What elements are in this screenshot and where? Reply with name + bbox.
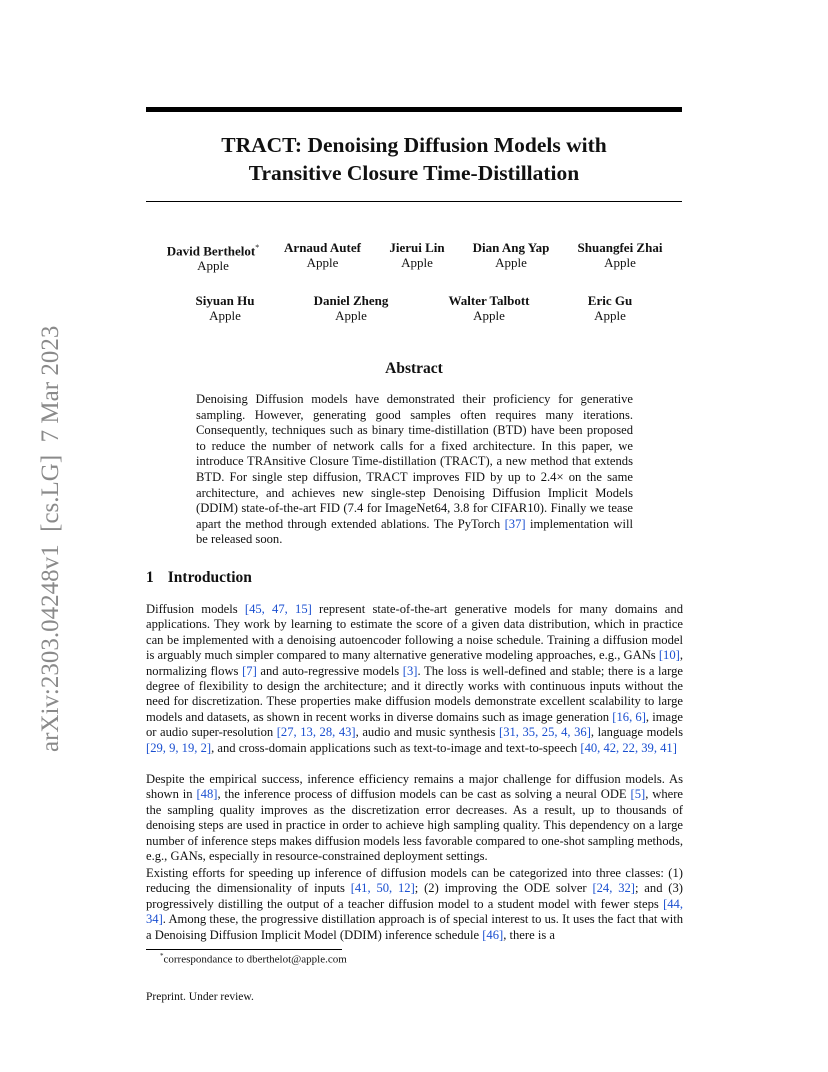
footnote: *correspondance to dberthelot@apple.com — [160, 952, 347, 966]
arxiv-side-label: arXiv:2303.04248v1 [cs.LG] 7 Mar 2023 — [37, 325, 64, 752]
author-affiliation: Apple — [209, 308, 241, 323]
author-block — [275, 240, 370, 270]
author-block — [185, 293, 265, 323]
abstract-text: Denoising Diffusion models have demonstrated their proficiency for generative sampling. However, generating good samples often requires many iterations. Consequently, techniques such as binary time-distillation (BTD) have been proposed to reduce the number of network calls for a fixed architecture. In this paper, we introduce TRAnsitive Closure Time-distillation (TRACT), a new method that extends BTD. For single step diffusion, TRACT improves FID by up to 2.4× on the same architecture, and achieves new single-step Denoising Diffusion Implicit Models (DDIM) state-of-the-art FID (7.4 for ImageNet64, 3.8 for CIFAR10). Finally we tease apart the method through extended ablations. The PyTorch [37] implementation will be released soon. — [196, 392, 634, 547]
author-block — [381, 240, 453, 270]
citation-link[interactable]: [27, 13, 28, 43] — [276, 725, 356, 740]
author-block — [306, 293, 396, 323]
author-name: Arnaud Autef — [284, 240, 361, 255]
author-block — [578, 293, 642, 323]
footnote-rule — [146, 949, 342, 950]
citation-link[interactable]: [40, 42, 22, 39, 41] — [580, 740, 677, 755]
author-block — [440, 293, 538, 323]
citation-link[interactable]: [29, 9, 19, 2] — [146, 740, 212, 755]
citation-link[interactable]: [48] — [196, 787, 218, 802]
paragraph: Diffusion models [45, 47, 15] represent state-of-the-art generative models for many domains and applications. They work by learning to estimate the score of a given data distribution, which in practice can be implemented with a denoising autoencoder following a noise schedule. Training a diffusion model is arguably much simpler compared to many alternative generative modeling approaches, e.g., GANs [10], normalizing flows [7] and auto-regressive models [3]. The loss is well-defined and stable; there is a large degree of flexibility to design the architecture; and it directly works with continuous inputs without the need for discretization. These properties make diffusion models demonstrate excellent scalability to large models and datasets, as shown in recent works in diverse domains such as image generation [16, 6], image or audio super-resolution [27, 13, 28, 43], audio and music synthesis [31, 35, 25, 4, 36], language models [29, 9, 19, 2], and cross-domain applications such as text-to-image and text-to-speech [40, 42, 22, 39, 41] — [146, 602, 684, 755]
paragraph: Despite the empirical success, inference efficiency remains a major challenge for diffusion models. As shown in [48], the inference process of diffusion models can be cast as solving a neural ODE [5], where the sampling quality improves as the discretization error decreases. As a result, up to thousands of denoising steps are used in practice in order to achieve high sampling quality. This dependency on a large number of inference steps makes diffusion models less favorable compared to one-shot sampling methods, e.g., GANs, especially in resource-constrained deployment settings. — [146, 772, 684, 864]
author-affiliation: Apple — [604, 255, 636, 270]
title-line-1: TRACT: Denoising Diffusion Models with — [221, 133, 607, 157]
author-name: David Berthelot* — [166, 243, 260, 259]
citation-link[interactable]: [5] — [630, 787, 646, 802]
title-top-rule — [146, 107, 682, 112]
paper-title — [146, 131, 682, 187]
citation-link[interactable]: [3] — [402, 663, 418, 678]
title-line-2: Transitive Closure Time-Distillation — [248, 161, 580, 185]
citation-link[interactable]: [41, 50, 12] — [350, 881, 415, 896]
section-title: Introduction — [167, 569, 252, 586]
citation-link[interactable]: [16, 6] — [612, 709, 646, 724]
author-block — [465, 240, 557, 270]
author-affiliation: Apple — [306, 255, 339, 270]
citation-link[interactable]: [24, 32] — [592, 881, 635, 896]
citation-link[interactable]: [44, 34] — [146, 896, 683, 927]
preprint-notice: Preprint. Under review. — [146, 991, 254, 1003]
citation-link[interactable]: [7] — [242, 663, 257, 678]
author-name: Eric Gu — [587, 293, 633, 308]
title-bottom-rule — [146, 201, 682, 202]
section-heading — [146, 569, 252, 587]
author-block — [163, 240, 263, 273]
author-affiliation: Apple — [335, 308, 367, 323]
section-number: 1 — [146, 569, 154, 586]
author-name: Daniel Zheng — [313, 293, 389, 308]
citation-link[interactable]: [46] — [482, 927, 504, 942]
author-name: Siyuan Hu — [195, 293, 255, 308]
author-affiliation: Apple — [473, 308, 505, 323]
author-name: Shuangfei Zhai — [577, 240, 663, 255]
author-affiliation: Apple — [401, 255, 433, 270]
abstract-heading: Abstract — [385, 360, 443, 377]
author-affiliation: Apple — [594, 308, 626, 323]
author-name: Jierui Lin — [389, 240, 445, 255]
author-affiliation: Apple — [495, 255, 527, 270]
citation-link[interactable]: [10] — [658, 648, 680, 663]
author-name: Dian Ang Yap — [472, 240, 550, 255]
author-name: Walter Talbott — [448, 293, 530, 308]
citation-link[interactable]: [31, 35, 25, 4, 36] — [499, 725, 591, 740]
paragraph: Existing efforts for speeding up inference of diffusion models can be categorized into three classes: (1) reducing the dimensionality of inputs [41, 50, 12]; (2) improving the ODE solver [24, 32]; and (3) progressively distilling the output of a teacher diffusion model to a student model with fewer steps [44, 34]. Among these, the progressive distillation approach is of special interest to us. It uses the fact that with a Denoising Diffusion Implicit Model (DDIM) inference schedule [46], there is a — [146, 866, 683, 942]
author-block — [570, 240, 670, 270]
citation-link[interactable]: [37] — [504, 516, 526, 531]
citation-link[interactable]: [45, 47, 15] — [244, 602, 312, 616]
author-affiliation: Apple — [197, 258, 229, 274]
